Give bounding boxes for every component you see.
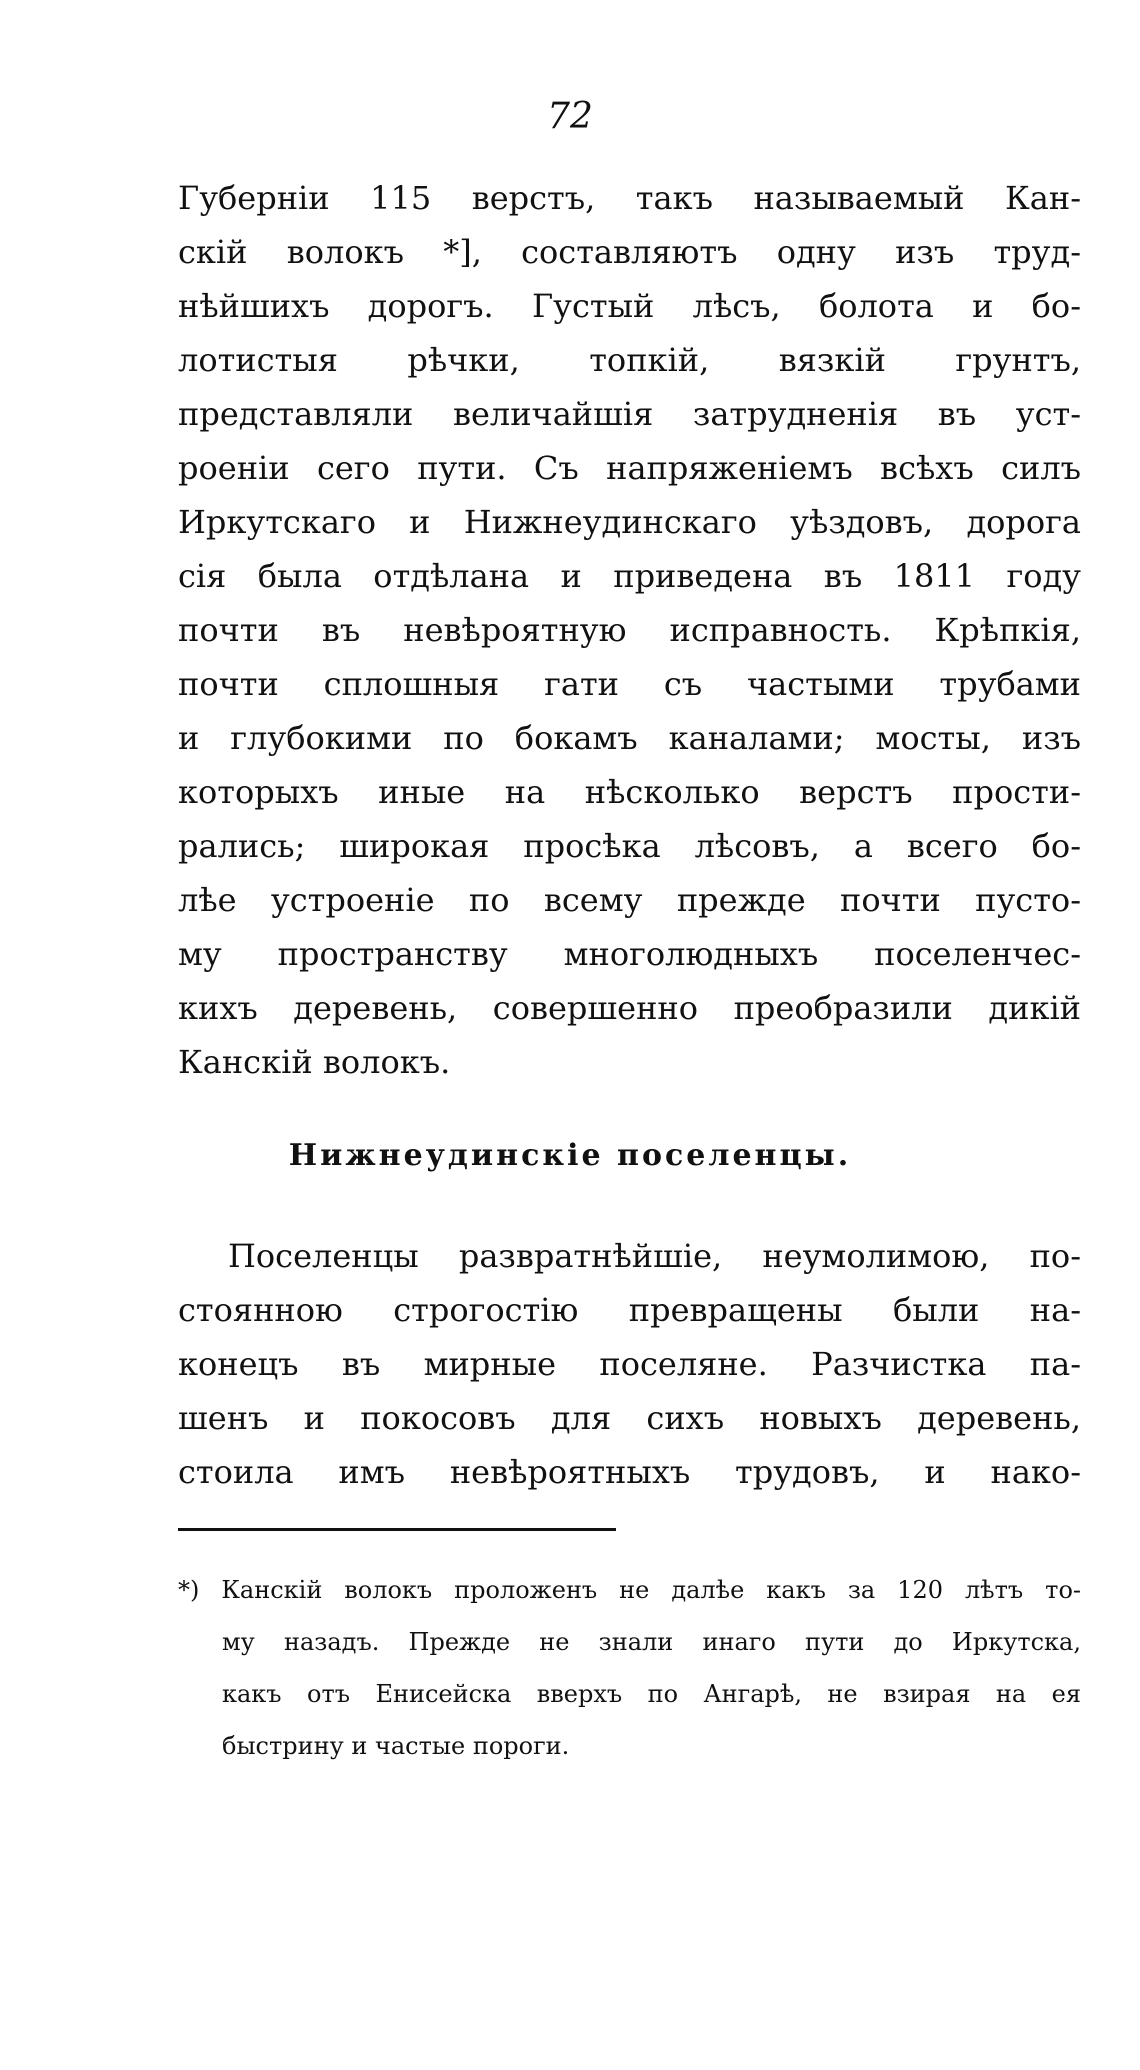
text-line: скій волокъ *], составляютъ одну изъ труд-: [178, 233, 1081, 271]
text-line: шенъ и покосовъ для сихъ новыхъ деревень,: [178, 1399, 1081, 1437]
text-line: роеніи сего пути. Съ напряженіемъ всѣхъ силъ: [178, 449, 1081, 487]
text-line: рались; широкая просѣка лѣсовъ, а всего бо-: [178, 827, 1081, 865]
text-line: лѣе устроеніе по всему прежде почти пусто-: [178, 881, 1081, 919]
text-line: Поселенцы развратнѣйшіе, неумолимою, по-: [228, 1237, 1081, 1275]
text-line: и глубокими по бокамъ каналами; мосты, изъ: [178, 719, 1081, 757]
text-line: лотистыя рѣчки, топкій, вязкій грунтъ,: [178, 341, 1081, 379]
text-line: конецъ въ мирные поселяне. Разчистка па-: [178, 1345, 1081, 1383]
section-heading: Нижнеудинскіе поселенцы.: [288, 1138, 852, 1173]
text-line: кихъ деревень, совершенно преобразили дикій: [178, 989, 1081, 1027]
text-line: Иркутскаго и Нижнеудинскаго уѣздовъ, дорога: [178, 503, 1081, 541]
footnote-line: какъ отъ Енисейска вверхъ по Ангарѣ, не взирая на ея: [222, 1680, 1081, 1708]
text-line: Губерніи 115 верстъ, такъ называемый Кан-: [178, 179, 1081, 217]
footnote-line: му назадъ. Прежде не знали инаго пути до Иркутска,: [222, 1628, 1081, 1656]
text-line: почти сплошныя гати съ частыми трубами: [178, 665, 1081, 703]
text-line: стоянною строгостію превращены были на-: [178, 1291, 1081, 1329]
page-number: 72: [547, 96, 593, 137]
text-line: почти въ невѣроятную исправность. Крѣпкія,: [178, 611, 1081, 649]
footnote-line: быстрину и частые пороги.: [222, 1732, 570, 1760]
text-line: нѣйшихъ дорогъ. Густый лѣсъ, болота и бо-: [178, 287, 1081, 325]
text-line: му пространству многолюдныхъ поселенчес-: [178, 935, 1081, 973]
footnote-line: *) Канскій волокъ проложенъ не далѣе какъ за 120 лѣтъ то-: [178, 1576, 1081, 1604]
text-line: Канскій волокъ.: [178, 1043, 451, 1081]
text-line: стоила имъ невѣроятныхъ трудовъ, и нако-: [178, 1453, 1081, 1491]
footnote-separator: [178, 1528, 616, 1531]
text-line: которыхъ иные на нѣсколько верстъ прости-: [178, 773, 1081, 811]
text-line: представляли величайшія затрудненія въ уст-: [178, 395, 1081, 433]
text-line: сія была отдѣлана и приведена въ 1811 году: [178, 557, 1081, 595]
